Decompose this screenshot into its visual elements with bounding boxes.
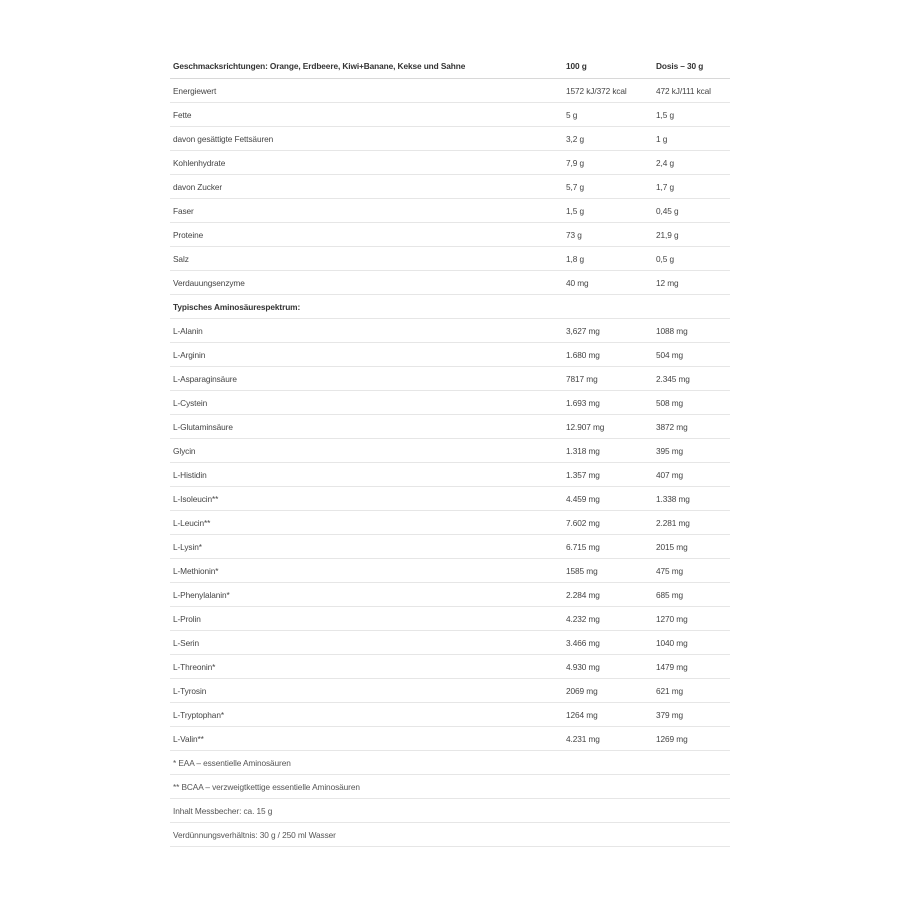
value-per-100g: 1.693 mg [566,397,600,408]
footnote-row [170,823,730,847]
header-per-dose: Dosis – 30 g [656,61,704,71]
row-label: davon gesättigte Fettsäuren [173,133,274,144]
value-per-dose: 685 mg [656,589,684,600]
amino-acid-row [170,583,730,607]
value-per-dose: 407 mg [656,469,684,480]
row-label: L-Valin** [173,733,204,744]
value-per-100g: 2069 mg [566,685,598,696]
value-per-100g: 40 mg [566,277,589,288]
value-per-dose: 621 mg [656,685,684,696]
amino-acid-row [170,655,730,679]
value-per-dose: 2.345 mg [656,373,690,384]
row-label: L-Threonin* [173,661,216,672]
value-per-100g: 3.466 mg [566,637,600,648]
row-label: Energiewert [173,85,217,96]
row-label: Proteine [173,229,204,240]
amino-acid-row [170,559,730,583]
amino-acid-row [170,631,730,655]
nutrition-row [170,247,730,271]
amino-acid-row [170,607,730,631]
value-per-dose: 1.338 mg [656,493,690,504]
value-per-100g: 5 g [566,109,578,120]
row-label: Kohlenhydrate [173,157,226,168]
value-per-dose: 2.281 mg [656,517,690,528]
row-label: L-Histidin [173,469,207,480]
row-label: L-Serin [173,637,200,648]
value-per-dose: 1,5 g [656,109,674,120]
value-per-100g: 7817 mg [566,373,598,384]
value-per-100g: 5,7 g [566,181,584,192]
amino-acid-row [170,463,730,487]
row-label: Faser [173,205,194,216]
footnote-text: ** BCAA – verzweigtkettige essentielle Aminosäuren [173,781,360,792]
footnote-row [170,799,730,823]
value-per-100g: 1.357 mg [566,469,600,480]
header-per-100g: 100 g [566,61,587,71]
value-per-dose: 21,9 g [656,229,679,240]
amino-acid-row [170,703,730,727]
row-label: L-Asparaginsäure [173,373,237,384]
amino-acid-row [170,415,730,439]
row-label: Fette [173,109,192,120]
nutrition-row [170,79,730,103]
value-per-100g: 1.680 mg [566,349,600,360]
value-per-100g: 4.231 mg [566,733,600,744]
value-per-100g: 1585 mg [566,565,598,576]
value-per-dose: 1,7 g [656,181,674,192]
row-label: Salz [173,253,189,264]
amino-section-heading [170,295,730,319]
value-per-dose: 1040 mg [656,637,688,648]
header-flavors: Geschmacksrichtungen: Orange, Erdbeere, Kiwi+Banane, Kekse und Sahne [173,61,466,71]
value-per-dose: 12 mg [656,277,679,288]
nutrition-row [170,271,730,295]
value-per-dose: 395 mg [656,445,684,456]
value-per-dose: 475 mg [656,565,684,576]
nutrition-row [170,175,730,199]
row-label: L-Cystein [173,397,208,408]
amino-acid-row [170,367,730,391]
row-label: L-Tryptophan* [173,709,224,720]
amino-acid-row [170,487,730,511]
value-per-100g: 3,627 mg [566,325,600,336]
row-label: L-Methionin* [173,565,219,576]
value-per-dose: 508 mg [656,397,684,408]
value-per-100g: 12.907 mg [566,421,605,432]
amino-acid-row [170,727,730,751]
value-per-100g: 4.930 mg [566,661,600,672]
value-per-100g: 7.602 mg [566,517,600,528]
nutrition-row [170,127,730,151]
row-label: L-Tyrosin [173,685,207,696]
amino-acid-row [170,343,730,367]
value-per-100g: 73 g [566,229,582,240]
note-rows [170,751,730,847]
row-label: L-Phenylalanin* [173,589,230,600]
value-per-100g: 1572 kJ/372 kcal [566,85,627,96]
amino-rows [170,319,730,751]
value-per-100g: 2.284 mg [566,589,600,600]
footnote-text: Verdünnungsverhältnis: 30 g / 250 ml Wasser [173,829,336,840]
value-per-dose: 0,5 g [656,253,674,264]
nutrition-row [170,151,730,175]
row-label: L-Prolin [173,613,201,624]
value-per-100g: 6.715 mg [566,541,600,552]
value-per-dose: 3872 mg [656,421,688,432]
amino-acid-row [170,511,730,535]
value-per-dose: 1088 mg [656,325,688,336]
value-per-100g: 3,2 g [566,133,584,144]
row-label: Verdauungsenzyme [173,277,245,288]
footnote-text: * EAA – essentielle Aminosäuren [173,757,291,768]
value-per-dose: 2015 mg [656,541,688,552]
row-label: davon Zucker [173,181,223,192]
value-per-dose: 472 kJ/111 kcal [656,85,711,96]
value-per-100g: 1,5 g [566,205,584,216]
value-per-dose: 379 mg [656,709,684,720]
value-per-dose: 1269 mg [656,733,688,744]
amino-heading-label: Typisches Aminosäurespektrum: [173,301,301,312]
value-per-dose: 1479 mg [656,661,688,672]
row-label: L-Arginin [173,349,206,360]
value-per-dose: 0,45 g [656,205,679,216]
table-header-row [170,54,730,79]
amino-acid-row [170,391,730,415]
nutrition-row [170,223,730,247]
row-label: L-Leucin** [173,517,211,528]
footnote-text: Inhalt Messbecher: ca. 15 g [173,805,273,816]
amino-acid-row [170,679,730,703]
amino-acid-row [170,535,730,559]
value-per-dose: 504 mg [656,349,684,360]
value-per-100g: 1,8 g [566,253,584,264]
value-per-dose: 1270 mg [656,613,688,624]
row-label: L-Glutaminsäure [173,421,233,432]
row-label: Glycin [173,445,196,456]
amino-acid-row [170,319,730,343]
amino-acid-row [170,439,730,463]
footnote-row [170,775,730,799]
footnote-row [170,751,730,775]
value-per-100g: 4.459 mg [566,493,600,504]
value-per-100g: 1.318 mg [566,445,600,456]
nutrition-rows [170,79,730,295]
nutrition-table [170,54,730,847]
row-label: L-Alanin [173,325,203,336]
nutrition-row [170,103,730,127]
row-label: L-Lysin* [173,541,202,552]
value-per-100g: 4.232 mg [566,613,600,624]
row-label: L-Isoleucin** [173,493,219,504]
nutrition-row [170,199,730,223]
value-per-100g: 7,9 g [566,157,584,168]
value-per-dose: 2,4 g [656,157,674,168]
value-per-dose: 1 g [656,133,668,144]
value-per-100g: 1264 mg [566,709,598,720]
